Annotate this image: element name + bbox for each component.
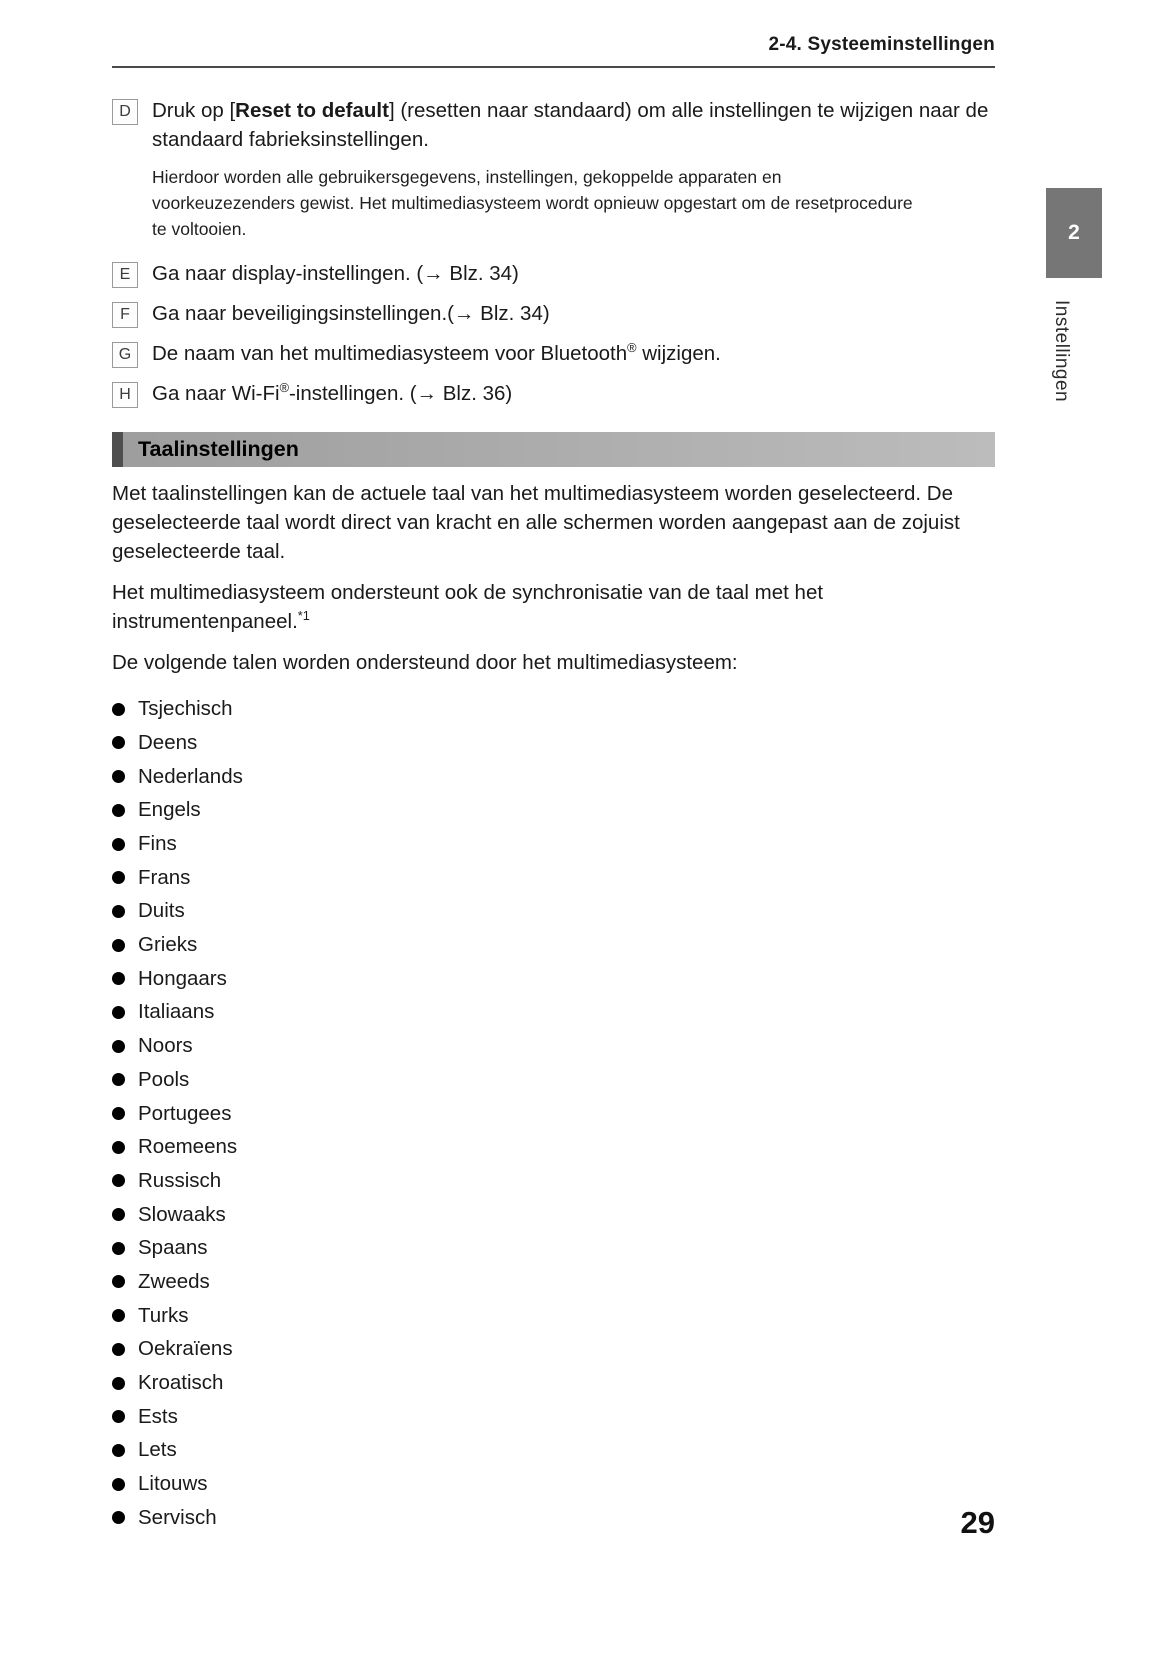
language-label: Litouws [138, 1472, 208, 1496]
bullet-icon [112, 838, 125, 851]
language-label: Zweeds [138, 1269, 210, 1293]
bullet-icon [112, 1141, 125, 1154]
list-item [112, 1333, 995, 1367]
bullet-icon [112, 1006, 125, 1019]
page-header [112, 34, 995, 68]
list-item [112, 928, 995, 962]
list-item [112, 726, 995, 760]
step-letter-badge-f: F [112, 302, 138, 328]
section-header-bar [112, 432, 995, 467]
bullet-icon [112, 1444, 125, 1457]
language-label: Oekraïens [138, 1337, 233, 1361]
language-label: Portugees [138, 1101, 232, 1125]
step-g [112, 339, 995, 368]
language-label: Servisch [138, 1505, 217, 1529]
language-label: Hongaars [138, 966, 227, 990]
bullet-icon [112, 1242, 125, 1255]
bullet-icon [112, 1275, 125, 1288]
language-label: Engels [138, 798, 201, 822]
language-label: Slowaaks [138, 1202, 226, 1226]
language-label: Deens [138, 730, 198, 754]
language-label: Italiaans [138, 1000, 215, 1024]
step-h [112, 379, 995, 408]
paragraph-2-text: Het multimediasysteem ondersteunt ook de synchronisatie van de taal met het instrumentenpaneel. [112, 581, 824, 634]
chapter-label-vertical: Instellingen [1051, 300, 1072, 403]
bullet-icon [112, 703, 125, 716]
bullet-icon [112, 1208, 125, 1221]
bullet-icon [112, 939, 125, 952]
step-e-text: Ga naar display-instellingen. (→ Blz. 34) [152, 261, 519, 285]
list-item [112, 1231, 995, 1265]
list-item [112, 861, 995, 895]
language-label: Turks [138, 1303, 189, 1327]
list-item [112, 1063, 995, 1097]
step-f-text: Ga naar beveiligingsinstellingen.(→ Blz. 34) [152, 302, 550, 325]
list-item [112, 760, 995, 794]
list-item [112, 996, 995, 1030]
language-label: Kroatisch [138, 1371, 224, 1395]
list-item [112, 1501, 995, 1535]
paragraph-3: De volgende talen worden ondersteund door het multimediasysteem: [112, 650, 738, 674]
breadcrumb: 2-4. Systeeminstellingen [768, 34, 995, 55]
step-d [112, 96, 995, 154]
step-d-text-post: ] (resetten naar standaard) om alle instellingen te wijzigen naar de standaard fabrieksinstellingen. [152, 99, 989, 152]
language-label: Duits [138, 899, 185, 923]
list-item [112, 827, 995, 861]
list-item [112, 1434, 995, 1468]
bullet-icon [112, 1343, 125, 1356]
step-d-text [152, 96, 995, 154]
language-label: Nederlands [138, 764, 243, 788]
bullet-icon [112, 1478, 125, 1491]
list-item [112, 692, 995, 726]
footnote-marker: *1 [297, 608, 310, 624]
paragraph-2 [112, 579, 995, 636]
language-label: Fins [138, 832, 177, 856]
bullet-icon [112, 1174, 125, 1187]
step-h-text-pre: Ga naar Wi-Fi [152, 382, 280, 406]
registered-trademark-symbol: ® [627, 340, 637, 356]
list-item [112, 794, 995, 828]
chapter-tab [1046, 188, 1102, 278]
bullet-icon [112, 1107, 125, 1120]
chapter-number: 2 [1068, 221, 1080, 244]
list-item [112, 1400, 995, 1434]
list-item [112, 1029, 995, 1063]
language-label: Frans [138, 865, 191, 889]
page-number: 29 [960, 1505, 995, 1540]
bullet-icon [112, 770, 125, 783]
step-f [112, 299, 995, 328]
bullet-icon [112, 1410, 125, 1423]
step-g-text-pre: De naam van het multimediasysteem voor Bluetooth [152, 342, 628, 366]
bullet-icon [112, 905, 125, 918]
step-letter-badge-e: E [112, 262, 138, 288]
steps-list [112, 96, 995, 408]
section-accent-block [112, 432, 123, 467]
list-item [112, 1299, 995, 1333]
bullet-icon [112, 1309, 125, 1322]
language-label: Grieks [138, 933, 198, 957]
language-label: Spaans [138, 1236, 208, 1260]
language-label: Russisch [138, 1168, 222, 1192]
list-item [112, 1265, 995, 1299]
step-h-text-post: -instellingen. (→ Blz. 36) [288, 382, 513, 406]
language-label: Lets [138, 1438, 177, 1462]
step-letter-badge-d: D [112, 99, 138, 125]
language-label: Pools [138, 1067, 190, 1091]
list-item [112, 1198, 995, 1232]
step-g-text [152, 339, 995, 368]
bullet-icon [112, 871, 125, 884]
list-item [112, 1467, 995, 1501]
list-item [112, 895, 995, 929]
manual-page-content [112, 34, 995, 1535]
step-h-text [152, 379, 995, 408]
list-item [112, 1097, 995, 1131]
registered-trademark-symbol: ® [279, 380, 289, 396]
list-item [112, 962, 995, 996]
bullet-icon [112, 1511, 125, 1524]
step-letter-badge-h: H [112, 382, 138, 408]
list-item [112, 1130, 995, 1164]
language-label: Noors [138, 1034, 193, 1058]
bullet-icon [112, 1377, 125, 1390]
paragraph-1: Met taalinstellingen kan de actuele taal van het multimediasysteem worden geselecteerd. De geselecteerde taal wordt direct van kracht en alle schermen worden aangepast aan de zojuist geselecteerde taal. [112, 482, 960, 563]
step-g-text-post: wijzigen. [636, 342, 721, 366]
list-item [112, 1366, 995, 1400]
language-list [112, 692, 995, 1534]
step-d-text-bold: Reset to default [235, 99, 389, 122]
step-d-text-pre: Druk op [ [152, 99, 236, 122]
language-label: Tsjechisch [138, 697, 233, 721]
bullet-icon [112, 804, 125, 817]
bullet-icon [112, 972, 125, 985]
bullet-icon [112, 1073, 125, 1086]
step-letter-badge-g: G [112, 342, 138, 368]
step-d-note: Hierdoor worden alle gebruikersgegevens, instellingen, gekoppelde apparaten en voorkeuzezenders gewist. Het multimediasysteem wordt opnieuw opgestart om de resetprocedure te voltooien. [152, 167, 913, 239]
list-item [112, 1164, 995, 1198]
bullet-icon [112, 736, 125, 749]
step-e [112, 259, 995, 288]
language-label: Ests [138, 1404, 178, 1428]
section-title: Taalinstellingen [138, 437, 299, 462]
language-label: Roemeens [138, 1135, 238, 1159]
bullet-icon [112, 1040, 125, 1053]
